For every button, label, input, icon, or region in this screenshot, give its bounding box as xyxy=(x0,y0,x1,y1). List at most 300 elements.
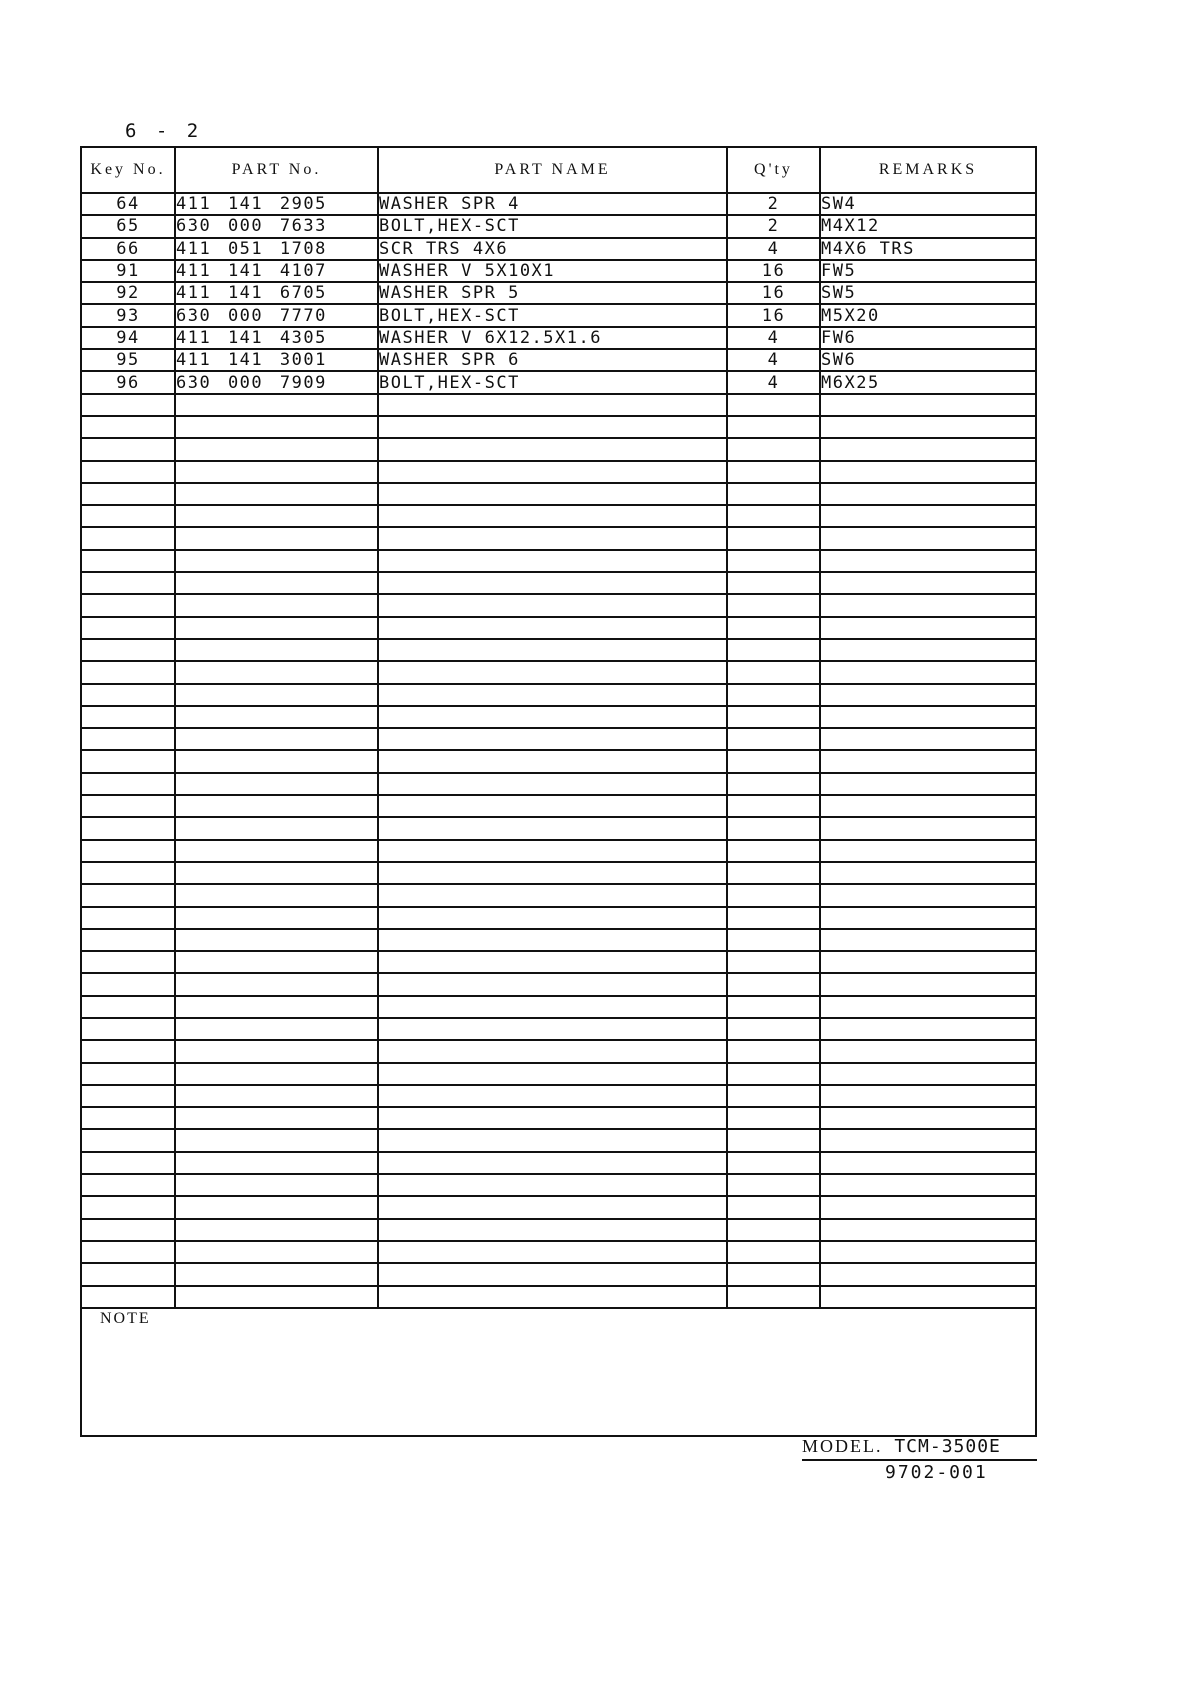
cell-part-name xyxy=(378,461,727,483)
cell-remarks xyxy=(820,795,1035,817)
table-row xyxy=(82,884,1035,906)
cell-part-no xyxy=(175,750,378,772)
cell-remarks xyxy=(820,461,1035,483)
cell-part-name xyxy=(378,706,727,728)
cell-key xyxy=(82,929,175,951)
cell-part-no xyxy=(175,817,378,839)
cell-qty xyxy=(727,1263,820,1285)
cell-remarks xyxy=(820,684,1035,706)
cell-key xyxy=(82,750,175,772)
table-row xyxy=(82,1018,1035,1040)
cell-part-no xyxy=(175,1040,378,1062)
cell-qty xyxy=(727,706,820,728)
cell-remarks xyxy=(820,951,1035,973)
cell-part-no xyxy=(175,1263,378,1285)
cell-part-no xyxy=(175,617,378,639)
col-header-qty: Q'ty xyxy=(727,148,820,193)
cell-remarks xyxy=(820,1196,1035,1218)
cell-qty xyxy=(727,1286,820,1308)
cell-key xyxy=(82,438,175,460)
cell-key xyxy=(82,1241,175,1263)
cell-part-name xyxy=(378,884,727,906)
cell-part-name xyxy=(378,728,727,750)
cell-key xyxy=(82,505,175,527)
cell-part-name xyxy=(378,1085,727,1107)
parts-list-form xyxy=(80,146,1037,1437)
cell-qty: 4 xyxy=(727,371,820,393)
cell-qty xyxy=(727,461,820,483)
cell-qty xyxy=(727,416,820,438)
table-row xyxy=(82,1286,1035,1308)
table-row xyxy=(82,282,1035,304)
table-row xyxy=(82,951,1035,973)
cell-remarks: M4X12 xyxy=(820,215,1035,237)
cell-remarks: SW5 xyxy=(820,282,1035,304)
cell-part-no xyxy=(175,1063,378,1085)
cell-remarks xyxy=(820,1040,1035,1062)
cell-qty xyxy=(727,1129,820,1151)
cell-part-no xyxy=(175,907,378,929)
cell-part-name xyxy=(378,1129,727,1151)
table-row xyxy=(82,416,1035,438)
cell-part-name: WASHER SPR 5 xyxy=(378,282,727,304)
cell-remarks: FW5 xyxy=(820,260,1035,282)
cell-part-no xyxy=(175,527,378,549)
cell-key: 65 xyxy=(82,215,175,237)
cell-qty xyxy=(727,594,820,616)
cell-part-no xyxy=(175,840,378,862)
model-value: TCM-3500E xyxy=(894,1436,1001,1457)
cell-key xyxy=(82,461,175,483)
cell-remarks xyxy=(820,706,1035,728)
cell-remarks xyxy=(820,1174,1035,1196)
cell-key xyxy=(82,550,175,572)
table-row xyxy=(82,438,1035,460)
cell-qty xyxy=(727,639,820,661)
cell-part-name xyxy=(378,862,727,884)
cell-part-no: 411 141 3001 xyxy=(175,349,378,371)
cell-key xyxy=(82,1107,175,1129)
table-row xyxy=(82,527,1035,549)
cell-qty xyxy=(727,1219,820,1241)
cell-remarks xyxy=(820,1107,1035,1129)
cell-qty xyxy=(727,1241,820,1263)
cell-remarks xyxy=(820,1152,1035,1174)
table-row xyxy=(82,505,1035,527)
cell-qty xyxy=(727,973,820,995)
cell-remarks xyxy=(820,394,1035,416)
cell-part-name xyxy=(378,773,727,795)
cell-qty xyxy=(727,661,820,683)
cell-key: 66 xyxy=(82,238,175,260)
cell-qty: 4 xyxy=(727,327,820,349)
cell-qty xyxy=(727,684,820,706)
cell-part-no xyxy=(175,1129,378,1151)
cell-remarks xyxy=(820,1129,1035,1151)
cell-part-name xyxy=(378,639,727,661)
table-row xyxy=(82,371,1035,393)
cell-part-no xyxy=(175,1152,378,1174)
cell-part-name: BOLT,HEX-SCT xyxy=(378,304,727,326)
cell-part-name xyxy=(378,907,727,929)
cell-qty xyxy=(727,1107,820,1129)
cell-remarks: M5X20 xyxy=(820,304,1035,326)
table-row xyxy=(82,817,1035,839)
table-row xyxy=(82,327,1035,349)
cell-remarks xyxy=(820,728,1035,750)
cell-part-no xyxy=(175,438,378,460)
cell-part-name xyxy=(378,1063,727,1085)
cell-qty xyxy=(727,907,820,929)
cell-part-no: 411 141 4107 xyxy=(175,260,378,282)
cell-qty xyxy=(727,438,820,460)
table-row xyxy=(82,193,1035,215)
cell-remarks xyxy=(820,907,1035,929)
cell-part-name xyxy=(378,750,727,772)
cell-remarks xyxy=(820,773,1035,795)
cell-key xyxy=(82,1129,175,1151)
cell-key: 64 xyxy=(82,193,175,215)
cell-part-name: BOLT,HEX-SCT xyxy=(378,371,727,393)
cell-part-no: 630 000 7909 xyxy=(175,371,378,393)
cell-remarks xyxy=(820,1219,1035,1241)
cell-part-no: 411 051 1708 xyxy=(175,238,378,260)
cell-key xyxy=(82,394,175,416)
cell-part-name xyxy=(378,973,727,995)
cell-key xyxy=(82,973,175,995)
cell-part-name xyxy=(378,483,727,505)
cell-part-no: 411 141 2905 xyxy=(175,193,378,215)
table-row xyxy=(82,394,1035,416)
cell-remarks xyxy=(820,840,1035,862)
cell-remarks: M4X6 TRS xyxy=(820,238,1035,260)
cell-qty xyxy=(727,505,820,527)
cell-key xyxy=(82,773,175,795)
cell-part-name xyxy=(378,438,727,460)
cell-part-no xyxy=(175,773,378,795)
cell-remarks xyxy=(820,505,1035,527)
cell-remarks: M6X25 xyxy=(820,371,1035,393)
cell-key xyxy=(82,527,175,549)
cell-part-no xyxy=(175,1174,378,1196)
col-header-remarks: REMARKS xyxy=(820,148,1035,193)
cell-remarks: SW6 xyxy=(820,349,1035,371)
cell-part-no: 411 141 4305 xyxy=(175,327,378,349)
cell-part-name xyxy=(378,1286,727,1308)
cell-qty xyxy=(727,394,820,416)
cell-key: 95 xyxy=(82,349,175,371)
cell-part-no xyxy=(175,661,378,683)
cell-key: 93 xyxy=(82,304,175,326)
cell-remarks xyxy=(820,1085,1035,1107)
cell-qty xyxy=(727,773,820,795)
cell-qty: 4 xyxy=(727,349,820,371)
cell-remarks xyxy=(820,1241,1035,1263)
cell-part-name xyxy=(378,951,727,973)
cell-part-name xyxy=(378,1018,727,1040)
table-row xyxy=(82,973,1035,995)
cell-qty xyxy=(727,1040,820,1062)
cell-part-no xyxy=(175,505,378,527)
cell-key xyxy=(82,661,175,683)
cell-qty xyxy=(727,1018,820,1040)
cell-remarks xyxy=(820,996,1035,1018)
cell-part-no: 630 000 7633 xyxy=(175,215,378,237)
table-row xyxy=(82,862,1035,884)
cell-qty xyxy=(727,862,820,884)
cell-part-name xyxy=(378,572,727,594)
table-row xyxy=(82,1129,1035,1151)
model-line xyxy=(802,1436,1037,1461)
cell-key xyxy=(82,1152,175,1174)
cell-key: 96 xyxy=(82,371,175,393)
cell-key: 94 xyxy=(82,327,175,349)
table-row xyxy=(82,349,1035,371)
cell-part-name: WASHER V 6X12.5X1.6 xyxy=(378,327,727,349)
cell-key xyxy=(82,1018,175,1040)
cell-part-no xyxy=(175,1085,378,1107)
cell-remarks xyxy=(820,1286,1035,1308)
table-row xyxy=(82,215,1035,237)
table-row xyxy=(82,1196,1035,1218)
cell-remarks: SW4 xyxy=(820,193,1035,215)
cell-qty xyxy=(727,1063,820,1085)
cell-part-no xyxy=(175,862,378,884)
model-label: MODEL. xyxy=(802,1436,883,1456)
cell-qty: 16 xyxy=(727,304,820,326)
cell-qty xyxy=(727,817,820,839)
cell-key xyxy=(82,728,175,750)
table-row xyxy=(82,1107,1035,1129)
cell-key xyxy=(82,617,175,639)
table-row xyxy=(82,550,1035,572)
cell-remarks xyxy=(820,572,1035,594)
col-header-part-no: PART No. xyxy=(175,148,378,193)
cell-qty: 16 xyxy=(727,260,820,282)
cell-part-no xyxy=(175,461,378,483)
cell-remarks xyxy=(820,661,1035,683)
cell-remarks xyxy=(820,929,1035,951)
cell-remarks xyxy=(820,884,1035,906)
cell-qty xyxy=(727,929,820,951)
cell-qty xyxy=(727,1085,820,1107)
cell-part-name xyxy=(378,817,727,839)
cell-qty xyxy=(727,996,820,1018)
cell-remarks xyxy=(820,594,1035,616)
cell-qty xyxy=(727,728,820,750)
table-row xyxy=(82,483,1035,505)
cell-part-no xyxy=(175,996,378,1018)
cell-part-name xyxy=(378,416,727,438)
cell-part-no xyxy=(175,951,378,973)
cell-part-name xyxy=(378,795,727,817)
table-row xyxy=(82,617,1035,639)
cell-part-name xyxy=(378,1219,727,1241)
cell-remarks xyxy=(820,483,1035,505)
cell-part-name xyxy=(378,550,727,572)
table-row xyxy=(82,996,1035,1018)
table-row xyxy=(82,572,1035,594)
cell-qty xyxy=(727,884,820,906)
cell-key: 92 xyxy=(82,282,175,304)
cell-part-no xyxy=(175,1286,378,1308)
cell-qty xyxy=(727,527,820,549)
cell-qty xyxy=(727,795,820,817)
cell-remarks xyxy=(820,862,1035,884)
cell-remarks xyxy=(820,1018,1035,1040)
cell-qty: 2 xyxy=(727,215,820,237)
table-row xyxy=(82,907,1035,929)
table-row xyxy=(82,1263,1035,1285)
cell-key xyxy=(82,1219,175,1241)
cell-part-no: 630 000 7770 xyxy=(175,304,378,326)
cell-key xyxy=(82,684,175,706)
table-row xyxy=(82,260,1035,282)
table-row xyxy=(82,1085,1035,1107)
table-row xyxy=(82,773,1035,795)
cell-key xyxy=(82,840,175,862)
cell-part-name xyxy=(378,394,727,416)
table-row xyxy=(82,728,1035,750)
cell-part-name xyxy=(378,617,727,639)
cell-part-no xyxy=(175,572,378,594)
table-row xyxy=(82,1241,1035,1263)
cell-part-name xyxy=(378,996,727,1018)
cell-key xyxy=(82,884,175,906)
table-row xyxy=(82,304,1035,326)
cell-part-name xyxy=(378,1196,727,1218)
cell-part-no xyxy=(175,483,378,505)
cell-part-no xyxy=(175,1107,378,1129)
cell-key xyxy=(82,1040,175,1062)
cell-part-name: BOLT,HEX-SCT xyxy=(378,215,727,237)
table-row xyxy=(82,661,1035,683)
note-label: NOTE xyxy=(100,1310,151,1327)
cell-part-name: SCR TRS 4X6 xyxy=(378,238,727,260)
cell-remarks xyxy=(820,973,1035,995)
cell-key xyxy=(82,572,175,594)
cell-remarks xyxy=(820,750,1035,772)
table-row xyxy=(82,840,1035,862)
cell-part-name: WASHER V 5X10X1 xyxy=(378,260,727,282)
cell-part-no xyxy=(175,1241,378,1263)
cell-qty xyxy=(727,550,820,572)
cell-key xyxy=(82,639,175,661)
cell-qty: 2 xyxy=(727,193,820,215)
cell-part-no xyxy=(175,884,378,906)
cell-part-no xyxy=(175,394,378,416)
cell-part-name xyxy=(378,1263,727,1285)
cell-part-name xyxy=(378,684,727,706)
cell-part-name xyxy=(378,1241,727,1263)
cell-key xyxy=(82,706,175,728)
cell-qty xyxy=(727,572,820,594)
table-row xyxy=(82,795,1035,817)
cell-qty xyxy=(727,617,820,639)
cell-key xyxy=(82,483,175,505)
cell-remarks xyxy=(820,639,1035,661)
cell-remarks xyxy=(820,617,1035,639)
table-row xyxy=(82,238,1035,260)
table-row xyxy=(82,1174,1035,1196)
table-row xyxy=(82,461,1035,483)
cell-part-name xyxy=(378,840,727,862)
cell-part-no xyxy=(175,639,378,661)
cell-part-name xyxy=(378,929,727,951)
cell-remarks xyxy=(820,416,1035,438)
cell-qty: 4 xyxy=(727,238,820,260)
cell-remarks xyxy=(820,438,1035,460)
cell-part-no xyxy=(175,594,378,616)
cell-part-name xyxy=(378,1107,727,1129)
cell-qty xyxy=(727,840,820,862)
cell-remarks xyxy=(820,527,1035,549)
cell-remarks xyxy=(820,1063,1035,1085)
table-row xyxy=(82,1219,1035,1241)
cell-part-no xyxy=(175,416,378,438)
cell-part-no xyxy=(175,1018,378,1040)
cell-part-name xyxy=(378,661,727,683)
cell-remarks xyxy=(820,550,1035,572)
table-row xyxy=(82,1152,1035,1174)
cell-key xyxy=(82,817,175,839)
cell-key xyxy=(82,1085,175,1107)
cell-qty xyxy=(727,750,820,772)
cell-key xyxy=(82,862,175,884)
table-row xyxy=(82,1063,1035,1085)
cell-part-no xyxy=(175,795,378,817)
table-row xyxy=(82,684,1035,706)
cell-key xyxy=(82,795,175,817)
cell-part-no xyxy=(175,973,378,995)
parts-table xyxy=(82,148,1035,1309)
table-row xyxy=(82,594,1035,616)
cell-remarks xyxy=(820,817,1035,839)
cell-part-name xyxy=(378,505,727,527)
cell-part-no xyxy=(175,1219,378,1241)
cell-qty xyxy=(727,1174,820,1196)
cell-key xyxy=(82,1196,175,1218)
cell-part-name xyxy=(378,1152,727,1174)
cell-qty xyxy=(727,1196,820,1218)
cell-part-name xyxy=(378,594,727,616)
cell-part-no xyxy=(175,550,378,572)
page-label: 6 - 2 xyxy=(125,120,203,142)
cell-part-name xyxy=(378,527,727,549)
document-number: 9702-001 xyxy=(885,1462,988,1483)
table-row xyxy=(82,929,1035,951)
cell-key xyxy=(82,907,175,929)
cell-part-no xyxy=(175,929,378,951)
cell-qty xyxy=(727,483,820,505)
cell-part-name: WASHER SPR 4 xyxy=(378,193,727,215)
cell-key xyxy=(82,1263,175,1285)
parts-body xyxy=(82,193,1035,1308)
table-row xyxy=(82,750,1035,772)
cell-key: 91 xyxy=(82,260,175,282)
cell-key xyxy=(82,1063,175,1085)
cell-key xyxy=(82,416,175,438)
cell-part-name: WASHER SPR 6 xyxy=(378,349,727,371)
col-header-key: Key No. xyxy=(82,148,175,193)
cell-qty xyxy=(727,1152,820,1174)
cell-key xyxy=(82,951,175,973)
cell-part-no xyxy=(175,1196,378,1218)
cell-part-name xyxy=(378,1040,727,1062)
cell-key xyxy=(82,594,175,616)
cell-remarks xyxy=(820,1263,1035,1285)
cell-part-no: 411 141 6705 xyxy=(175,282,378,304)
